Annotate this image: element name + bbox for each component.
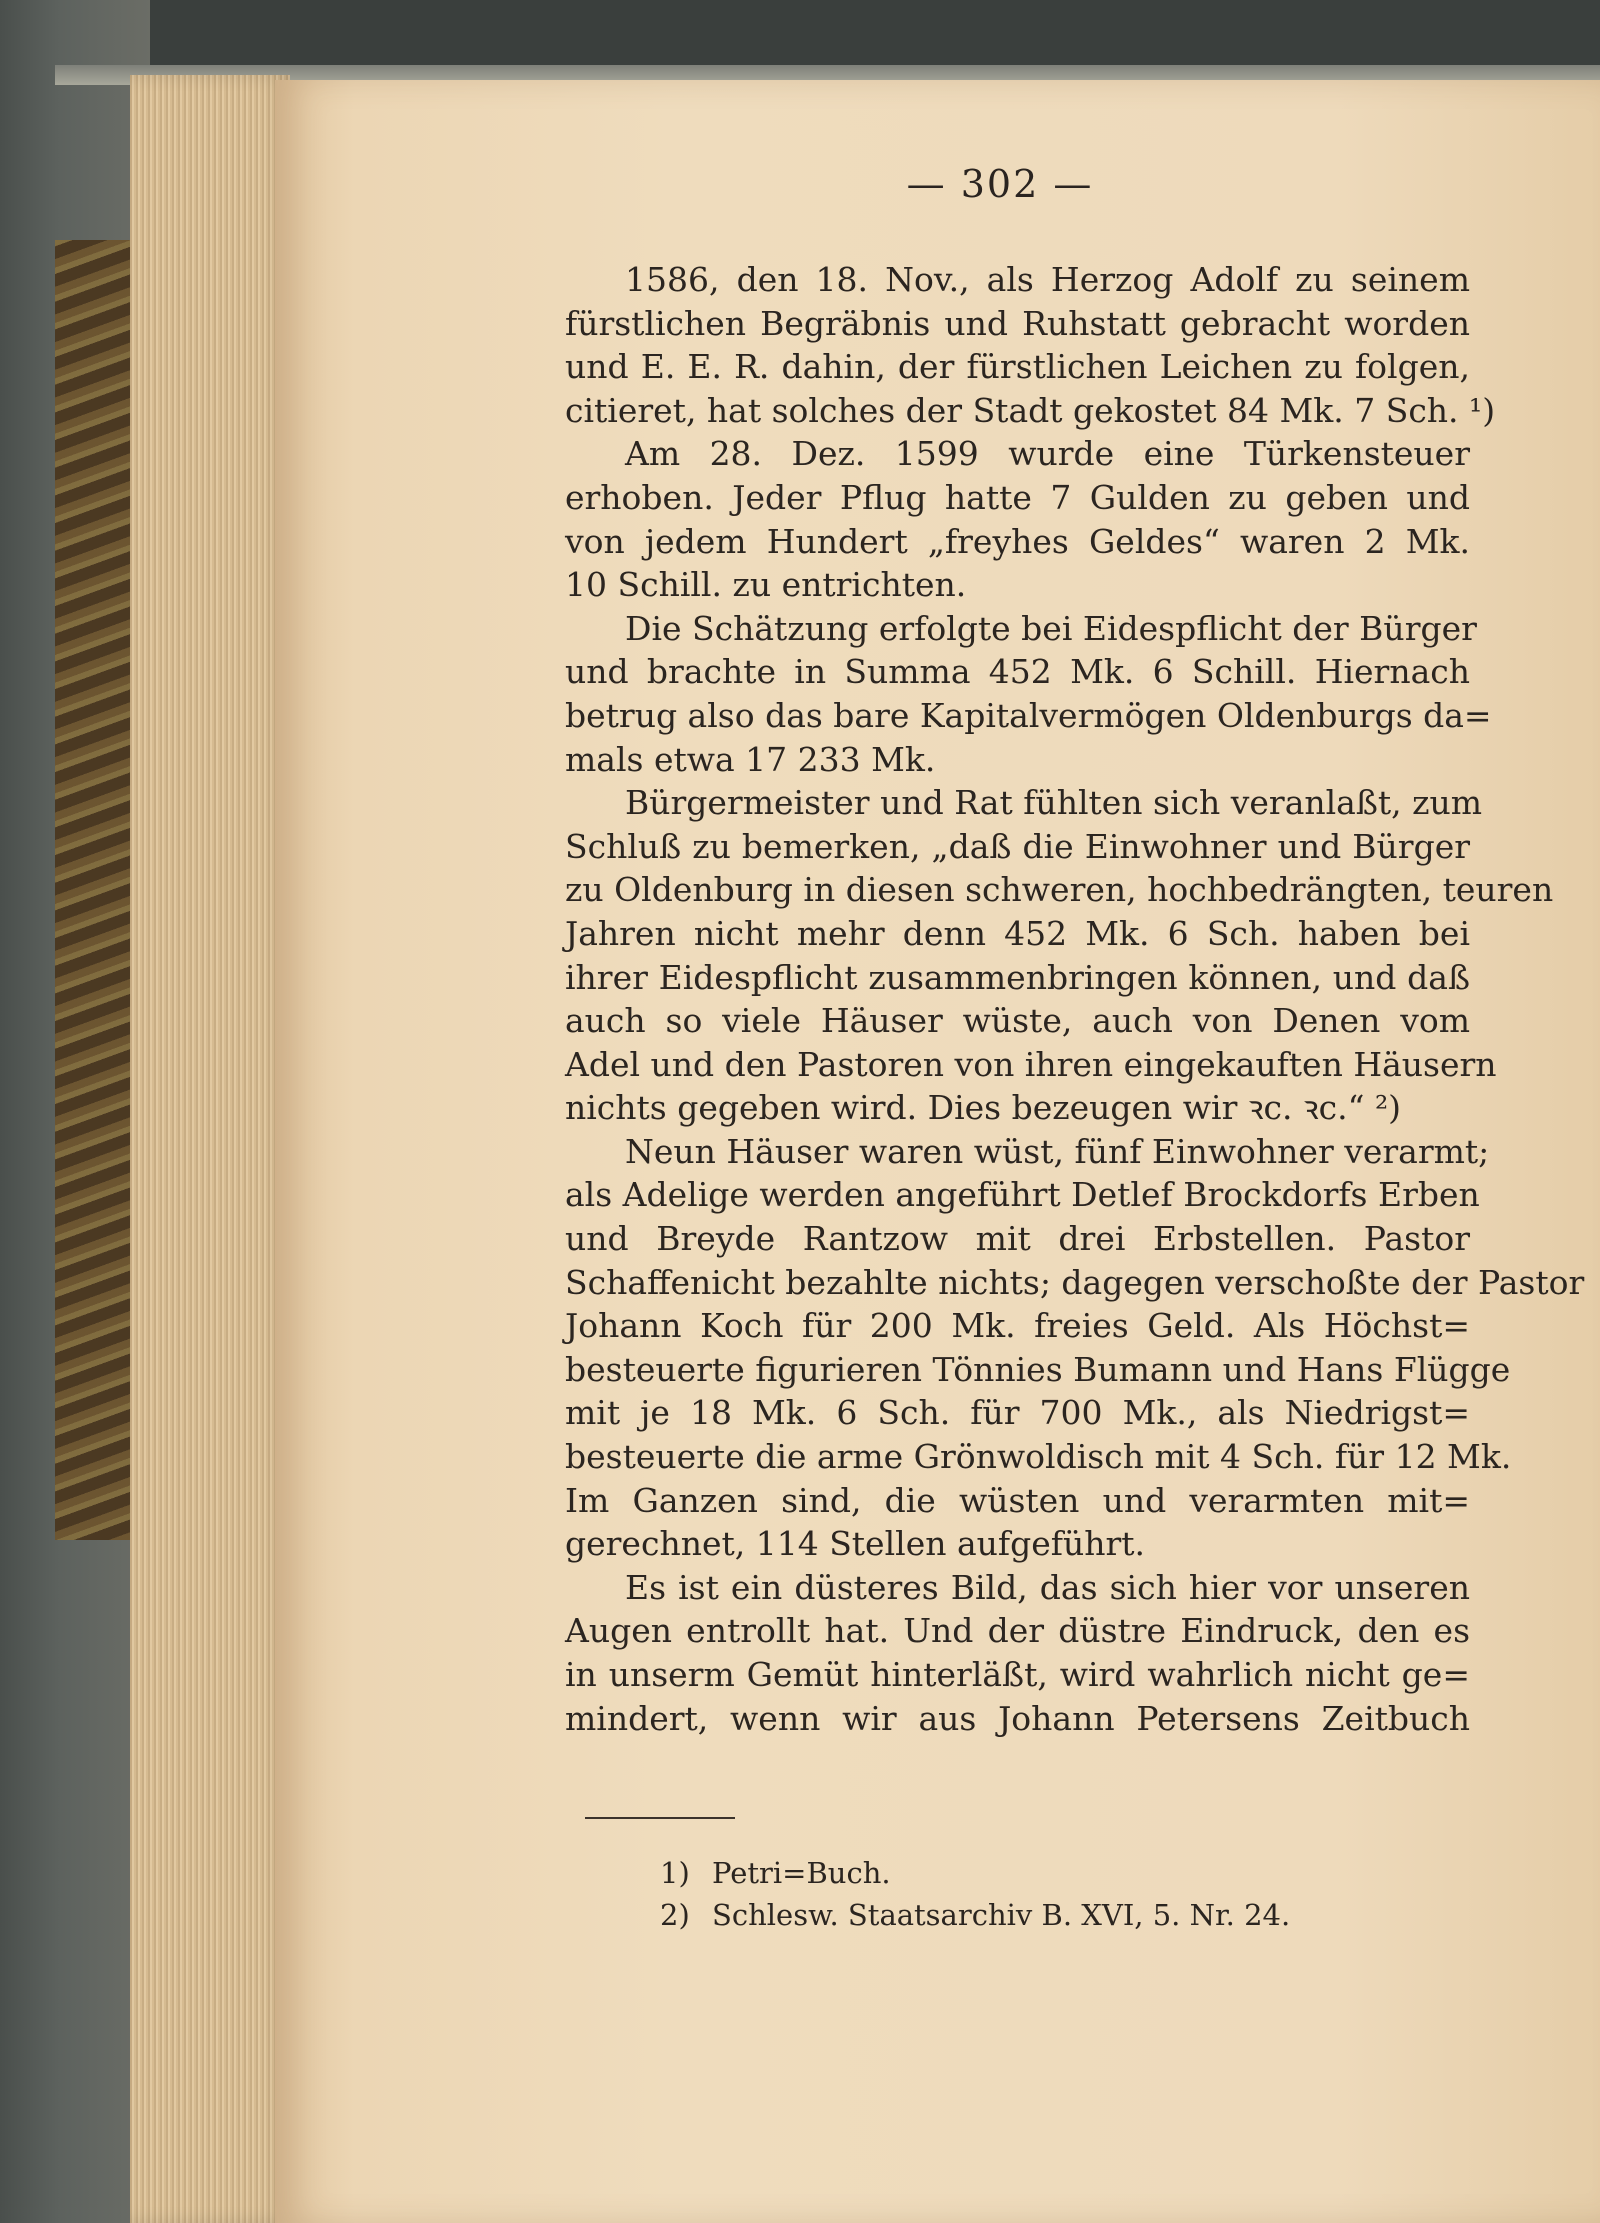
- text-line: und E. E. R. dahin, der fürstlichen Leichen zu folgen,: [565, 347, 1470, 387]
- text-line: besteuerte figurieren Tönnies Bumann und Hans Flügge: [565, 1349, 1511, 1389]
- text-line: auch so viele Häuser wüste, auch von Denen vom: [565, 1001, 1470, 1041]
- text-line: von jedem Hundert „freyhes Geldes“ waren 2 Mk.: [565, 521, 1470, 561]
- text-line: Bürgermeister und Rat fühlten sich veranlaßt, zum: [625, 783, 1483, 823]
- text-line: nichts gegeben wird. Dies bezeugen wir ꝛc. ꝛc.“ ²): [565, 1088, 1402, 1128]
- text-line: mindert, wenn wir aus Johann Petersens Zeitbuch: [565, 1698, 1470, 1738]
- text-line: 1586, den 18. Nov., als Herzog Adolf zu seinem: [625, 260, 1470, 299]
- body-text: [565, 258, 1585, 1740]
- text-line: mals etwa 17 233 Mk.: [565, 739, 936, 779]
- text-line: Neun Häuser waren wüst, fünf Einwohner verarmt;: [625, 1131, 1490, 1171]
- text-line: Die Schätzung erfolgte bei Eidespflicht der Bürger: [625, 608, 1477, 648]
- footnote-number: 2): [660, 1898, 690, 1932]
- text-line: und brachte in Summa 452 Mk. 6 Schill. Hiernach: [565, 652, 1470, 692]
- text-line: Johann Koch für 200 Mk. freies Geld. Als Höchst=: [565, 1306, 1470, 1346]
- footnote-text: Petri=Buch.: [712, 1856, 891, 1890]
- text-line: in unserm Gemüt hinterläßt, wird wahrlich nicht ge=: [565, 1655, 1470, 1694]
- text-line: Adel und den Pastoren von ihren eingekauften Häusern: [565, 1044, 1497, 1084]
- text-line: Schluß zu bemerken, „daß die Einwohner und Bürger: [565, 826, 1470, 866]
- text-line: citieret, hat solches der Stadt gekostet 84 Mk. 7 Sch. ¹): [565, 390, 1496, 430]
- text-line: besteuerte die arme Grönwoldisch mit 4 Sch. für 12 Mk.: [565, 1437, 1512, 1477]
- footnote-text: Schlesw. Staatsarchiv B. XVI, 5. Nr. 24.: [712, 1898, 1291, 1932]
- text-line: zu Oldenburg in diesen schweren, hochbedrängten, teuren: [565, 870, 1554, 910]
- text-line: gerechnet, 114 Stellen aufgeführt.: [565, 1524, 1146, 1564]
- text-line: Am 28. Dez. 1599 wurde eine Türkensteuer: [625, 434, 1470, 474]
- text-line: ihrer Eidespflicht zusammenbringen können, und daß: [565, 957, 1470, 997]
- text-line: als Adelige werden angeführt Detlef Brockdorfs Erben: [565, 1175, 1480, 1215]
- footnote-rule: [585, 1817, 735, 1819]
- text-line: Im Ganzen sind, die wüsten und verarmten mit=: [565, 1480, 1470, 1520]
- text-line: betrug also das bare Kapitalvermögen Oldenburgs da=: [565, 695, 1492, 735]
- text-line: fürstlichen Begräbnis und Ruhstatt gebracht worden: [565, 303, 1470, 343]
- text-line: Jahren nicht mehr denn 452 Mk. 6 Sch. haben bei: [565, 913, 1470, 953]
- text-line: und Breyde Rantzow mit drei Erbstellen. Pastor: [565, 1219, 1470, 1259]
- text-line: Es ist ein düsteres Bild, das sich hier vor unseren: [625, 1567, 1470, 1607]
- footnote: [660, 1894, 1460, 1936]
- footnote: [660, 1852, 1460, 1894]
- text-line: erhoben. Jeder Pflug hatte 7 Gulden zu geben und: [565, 477, 1470, 517]
- page-edges: [130, 75, 290, 2223]
- footnotes: [660, 1852, 1460, 1936]
- text-line: Schaffenicht bezahlte nichts; dagegen verschoßte der Pastor: [565, 1262, 1585, 1302]
- text-line: mit je 18 Mk. 6 Sch. für 700 Mk., als Niedrigst=: [565, 1393, 1470, 1433]
- text-line: Augen entrollt hat. Und der düstre Eindruck, den es: [565, 1611, 1470, 1651]
- text-line: 10 Schill. zu entrichten.: [565, 565, 967, 605]
- footnote-number: 1): [660, 1856, 690, 1890]
- page-number: — 302 —: [906, 162, 1094, 206]
